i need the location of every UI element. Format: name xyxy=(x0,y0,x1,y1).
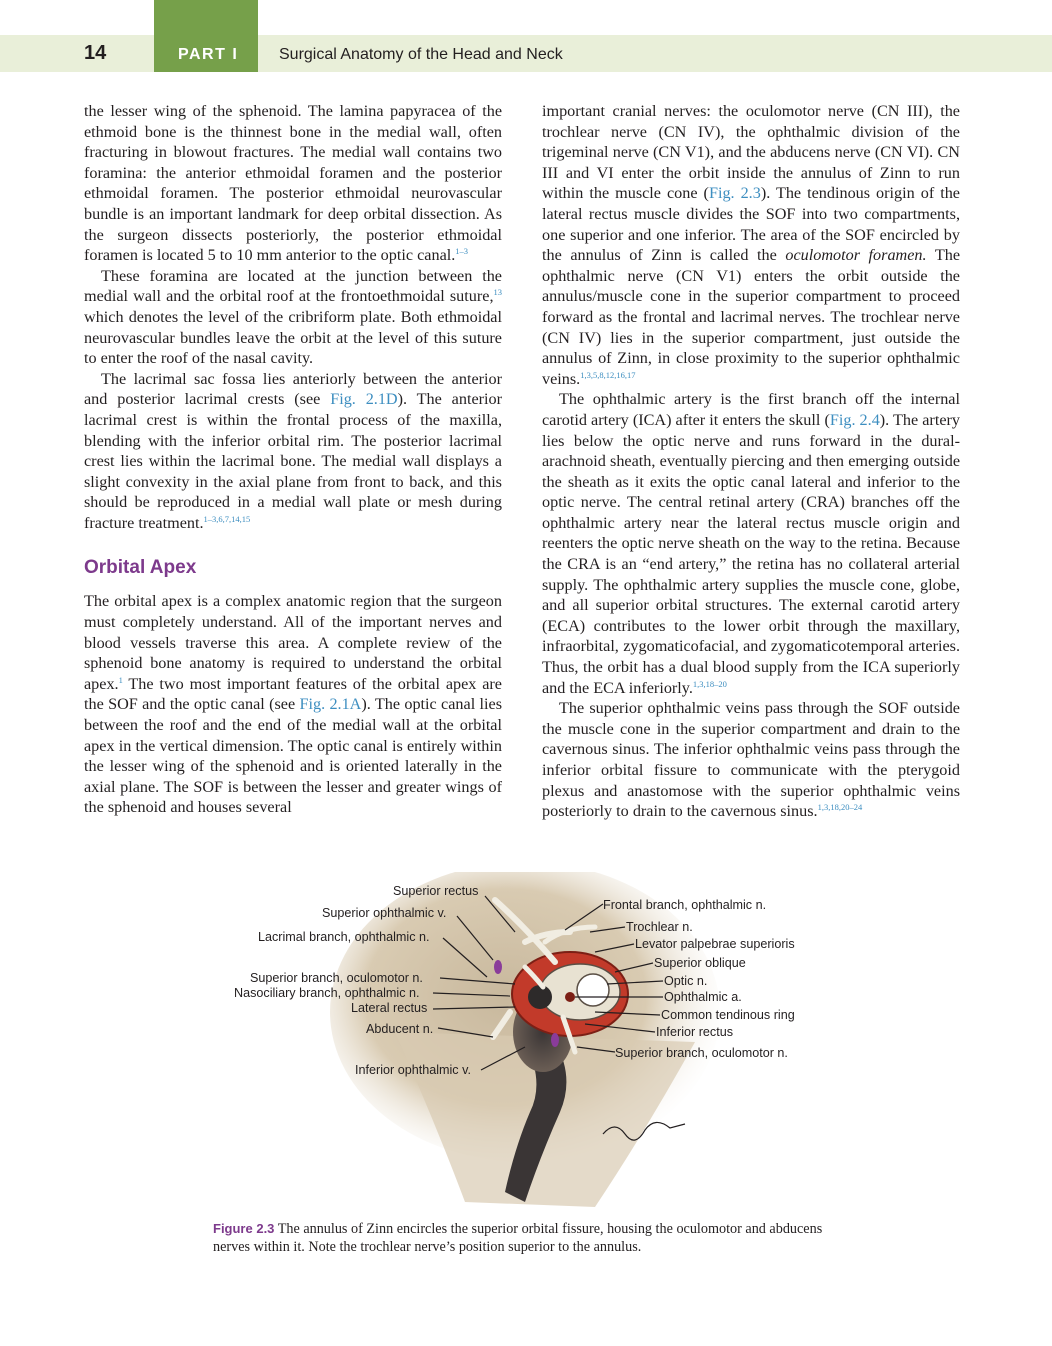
label-optic-n: Optic n. xyxy=(664,974,708,988)
orbital-apex-illustration xyxy=(225,872,825,1216)
citation[interactable]: 1,3,18,20–24 xyxy=(817,802,863,813)
section-heading: Orbital Apex xyxy=(84,557,197,579)
vein-dot xyxy=(551,1033,559,1047)
ophthalmic-artery-shape xyxy=(565,992,575,1002)
running-title: Surgical Anatomy of the Head and Neck xyxy=(279,46,563,63)
label-superior-ophthalmic-v: Superior ophthalmic v. xyxy=(322,906,447,920)
label-superior-oblique: Superior oblique xyxy=(654,956,746,970)
optic-nerve-shape xyxy=(577,974,609,1006)
label-common-tendinous-ring: Common tendinous ring xyxy=(661,1008,795,1022)
right-column xyxy=(542,101,960,822)
part-label: PART I xyxy=(178,46,239,63)
label-ophthalmic-a: Ophthalmic a. xyxy=(664,990,742,1004)
page-number: 14 xyxy=(84,42,107,64)
superior-ophthalmic-vein-shape xyxy=(494,960,502,974)
dark-foramen xyxy=(528,985,552,1009)
citation[interactable]: 1,3,18–20 xyxy=(692,678,727,689)
figure-link[interactable]: Fig. 2.1A xyxy=(299,695,362,714)
label-superior-branch-oculomotor-2: Superior branch, oculomotor n. xyxy=(615,1046,788,1060)
label-superior-branch-oculomotor: Superior branch, oculomotor n. xyxy=(250,971,423,985)
paragraph: the lesser wing of the sphenoid. The lamina papyracea of the ethmoid bone is the thinnest bone in the medial wall, often fracturing in blowout fractures. The medial wall contains two foramina: the anterior ethmoidal foramen and the posterior ethmoidal foramen. The posterior ethmoidal neurovascular bundle is an important landmark for deep orbital dissection. As the surgeon dissects posteriorly, the posterior ethmoidal foramen is located 5 to 10 mm anterior to the optic canal.$^{1-3}$ xyxy=(84,102,502,265)
label-inferior-rectus: Inferior rectus xyxy=(656,1025,733,1039)
paragraph: The lacrimal sac fossa lies anteriorly between the anterior and posterior lacrimal crests (see Fig. 2.1D). The anterior lacrimal crest is within the frontal process of the maxilla, blending with the inferior orbital rim. The posterior lacrimal crest lies within the lacrimal bone. The medial wall displays a slight convexity in the axial plane from front to back, and this should be reproduced in a medial wall plate or mesh during fracture treatment.$^{1-3,6,7,14,15}$ xyxy=(84,369,502,532)
label-lateral-rectus: Lateral rectus xyxy=(351,1001,428,1015)
paragraph: The superior ophthalmic veins pass through the SOF outside the muscle cone in the superior compartment and drain to the cavernous sinus. The inferior ophthalmic veins pass through the inferior orbital fissure to communicate with the pterygoid plexus and anastomose with the superior ophthalmic veins posteriorly to drain to the cavernous sinus.$^{1,3,18,20-24}$ xyxy=(542,699,960,821)
figure-link[interactable]: Fig. 2.3 xyxy=(708,184,761,203)
caption-text: The annulus of Zinn encircles the superior orbital fissure, housing the oculomotor and abducens nerves within it. Note the trochlear nerve’s position superior to the annulus. xyxy=(213,1221,823,1255)
label-abducent-n: Abducent n. xyxy=(366,1022,434,1036)
citation[interactable]: 1,3,5,8,12,16,17 xyxy=(580,369,636,380)
figure-link[interactable]: Fig. 2.1D xyxy=(330,390,398,409)
paragraph: The ophthalmic artery is the first branch off the internal carotid artery (ICA) after it enters the skull (Fig. 2.4). The artery lies below the optic nerve and runs forward in the dural-arachnoid sheath, eventually piercing and then emerging outside the sheath as it exits the optic canal lateral and inferior to the optic nerve. The central retinal artery (CRA) branches off the ophthalmic artery near the lateral rectus muscle origin and reenters the optic nerve sheath on the way to the retina. Because the CRA is an “end artery,” the retina has no collateral arterial supply. The ophthalmic artery supplies the muscle cone, globe, and all superior orbital structures. The external carotid artery (ECA) contributes to the lower orbit through the maxillary, infraorbital, zygomaticofacial, and zygomaticotemporal arteries. Thus, the orbit has a dual blood supply from the ICA superiorly and the ECA inferiorly.$^{1,3,18-20}$ xyxy=(542,390,960,697)
paragraph: The orbital apex is a complex anatomic region that the surgeon must completely understand. All of the important nerves and blood vessels traverse this area. A complete review of the sphenoid bone anatomy is required to understand the orbital apex.$^1$ The two most important features of the orbital apex are the SOF and the optic canal (see Fig. 2.1A). The optic canal lies between the roof and the end of the medial wall at the orbital apex in the vertical dimension. The optic canal is entirely within the lesser wing of the sphenoid and is oriented laterally in the axial plane. The SOF is between the lesser and greater wings of the sphenoid and houses several xyxy=(84,592,502,817)
figure-link[interactable]: Fig. 2.4 xyxy=(829,410,880,429)
label-levator: Levator palpebrae superioris xyxy=(635,937,795,951)
paragraph: important cranial nerves: the oculomotor nerve (CN III), the trochlear nerve (CN IV), the ophthalmic division of the trigeminal nerve (CN V1), and the abducens nerve (CN VI). CN III and VI enter the orbit inside the annulus of Zinn to run within the muscle cone (Fig. 2.3). The tendinous origin of the lateral rectus muscle divides the SOF into two compartments, one superior and one inferior. The area of the SOF encircled by the annulus of Zinn is called the oculomotor foramen. The ophthalmic nerve (CN V1) enters the orbit outside the annulus/muscle cone in the superior compartment to proceed forward as the frontal and lacrimal nerves. The trochlear nerve (CN IV) lies in the superior compartment, just outside the annulus of Zinn, in close proximity to the superior ophthalmic veins.$^{1,3,5,8,12,16,17}$ xyxy=(542,102,961,388)
citation[interactable]: 13 xyxy=(493,287,502,298)
left-column xyxy=(84,101,502,818)
paragraph: These foramina are located at the junction between the medial wall and the orbital roof at the frontoethmoidal suture,$^{13}$ which denotes the level of the cribriform plate. Both ethmoidal neurovascular bundles leave the orbit at the level of this suture to enter the roof of the nasal cavity. xyxy=(84,266,502,368)
anatomy-figure xyxy=(225,872,825,1216)
citation[interactable]: 1–3,6,7,14,15 xyxy=(203,513,251,524)
label-nasociliary-branch: Nasociliary branch, ophthalmic n. xyxy=(234,986,420,1000)
label-inferior-ophthalmic-v: Inferior ophthalmic v. xyxy=(355,1063,471,1077)
label-trochlear-n: Trochlear n. xyxy=(626,920,693,934)
label-superior-rectus: Superior rectus xyxy=(393,884,479,898)
figure-label: Figure 2.3 xyxy=(213,1221,275,1236)
citation[interactable]: 1–3 xyxy=(455,246,469,257)
label-lacrimal-branch: Lacrimal branch, ophthalmic n. xyxy=(258,930,430,944)
figure-caption xyxy=(213,1220,833,1256)
label-frontal-branch: Frontal branch, ophthalmic n. xyxy=(603,898,767,912)
citation[interactable]: 1 xyxy=(118,674,123,685)
